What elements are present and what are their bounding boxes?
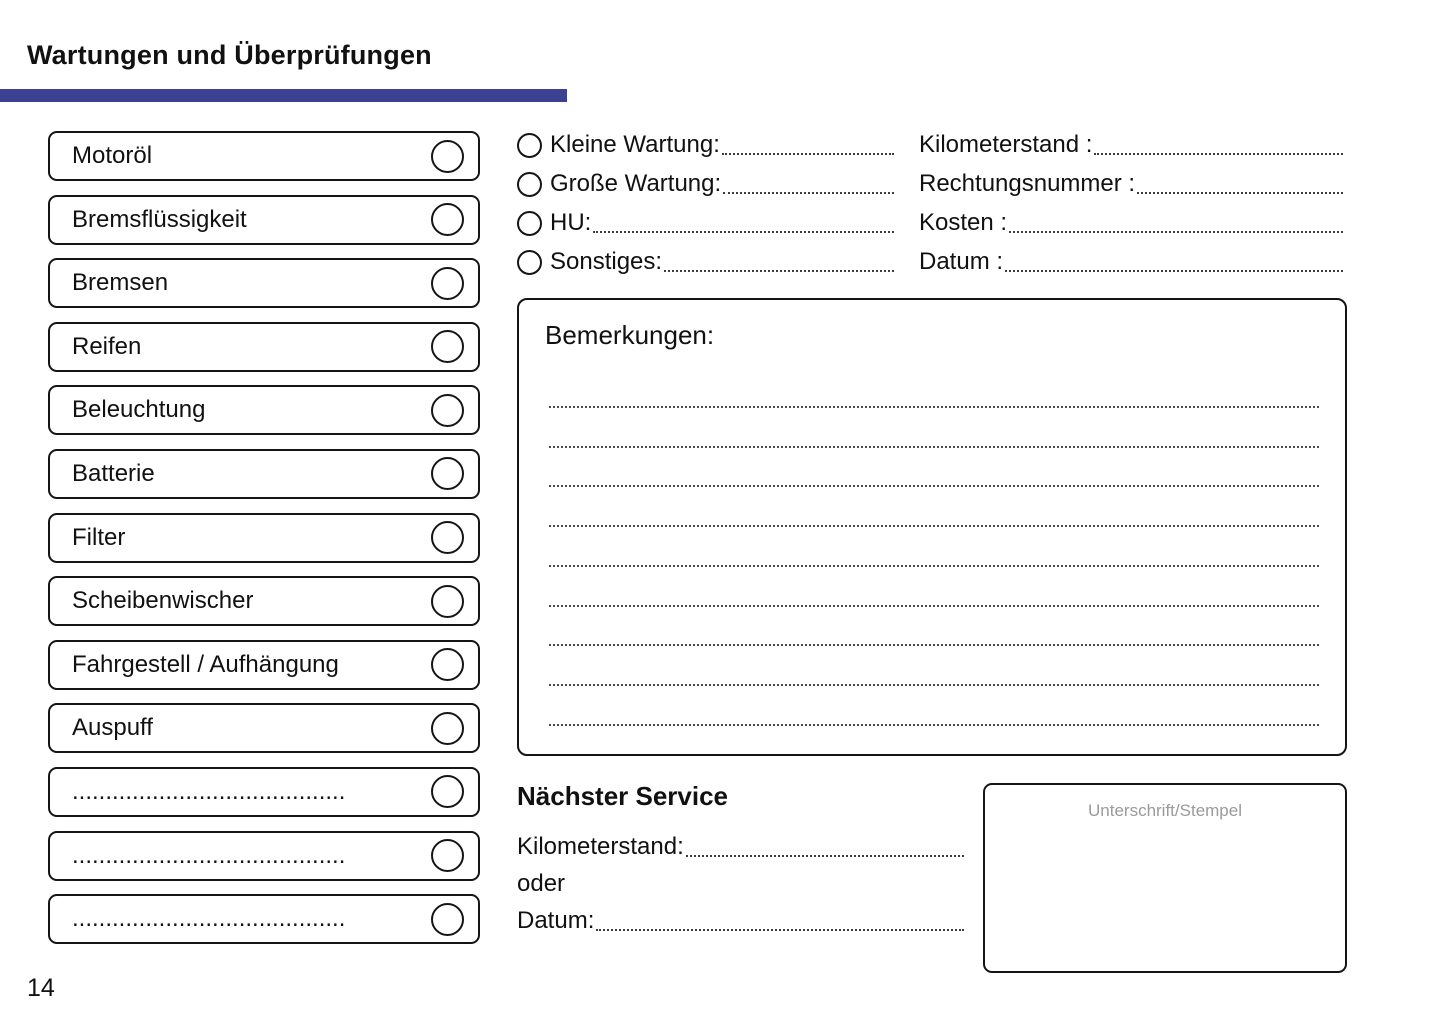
option-label: Kleine Wartung: xyxy=(550,131,720,158)
field-datum xyxy=(919,247,1343,277)
field-label: Rechtungsnummer : xyxy=(919,170,1136,197)
inspection-checklist xyxy=(48,131,480,944)
checklist-row-reifen xyxy=(48,322,480,372)
checklist-row-blank-1 xyxy=(48,767,480,817)
checklist-item-label: Motoröl xyxy=(72,142,153,169)
next-service-datum xyxy=(517,906,964,936)
field-kilometerstand xyxy=(919,130,1343,160)
fill-in-line[interactable] xyxy=(664,270,894,272)
checklist-row-scheibenwischer xyxy=(48,576,480,626)
checklist-item-label: Reifen xyxy=(72,332,142,360)
next-service-or-label: oder xyxy=(517,870,566,897)
fill-in-line[interactable] xyxy=(686,855,964,857)
fill-in-line[interactable] xyxy=(593,231,894,233)
checkbox-circle[interactable] xyxy=(431,140,464,173)
remarks-writing-line[interactable] xyxy=(549,686,1319,726)
remarks-writing-line[interactable] xyxy=(549,487,1319,527)
checklist-row-beleuchtung xyxy=(48,385,480,435)
checkbox-circle[interactable] xyxy=(431,521,464,554)
field-label: Datum : xyxy=(919,248,1004,275)
checklist-row-filter xyxy=(48,513,480,563)
field-label: Datum: xyxy=(517,907,595,934)
checkbox-circle[interactable] xyxy=(431,585,464,618)
checklist-item-label[interactable]: ......................................... xyxy=(72,905,346,933)
checklist-row-bremsen xyxy=(48,258,480,308)
checklist-item-label: Beleuchtung xyxy=(72,396,206,424)
checklist-item-label: Auspuff xyxy=(72,714,153,742)
checkbox-circle[interactable] xyxy=(431,394,464,427)
checkbox-circle[interactable] xyxy=(431,267,464,300)
next-service-title: Nächster Service xyxy=(517,781,729,811)
remarks-title: Bemerkungen: xyxy=(545,320,715,350)
service-type-options xyxy=(517,130,894,286)
option-sonstiges xyxy=(517,247,894,277)
checklist-row-blank-3 xyxy=(48,894,480,944)
remarks-box xyxy=(517,298,1347,756)
next-service-kilometerstand xyxy=(517,832,964,862)
fill-in-line[interactable] xyxy=(596,929,964,931)
fill-in-line[interactable] xyxy=(722,153,894,155)
option-label: HU: xyxy=(550,209,592,236)
remarks-writing-line[interactable] xyxy=(549,527,1319,567)
field-label: Kilometerstand: xyxy=(517,833,684,860)
checklist-row-fahrgestell-aufhaengung xyxy=(48,640,480,690)
field-label: Kosten : xyxy=(919,209,1008,236)
title-underline-bar xyxy=(0,89,567,102)
field-kosten xyxy=(919,208,1343,238)
checkbox-circle[interactable] xyxy=(431,330,464,363)
checkbox-circle[interactable] xyxy=(431,648,464,681)
checkbox-circle[interactable] xyxy=(431,839,464,872)
radio-circle[interactable] xyxy=(517,250,542,275)
checkbox-circle[interactable] xyxy=(431,903,464,936)
remarks-writing-line[interactable] xyxy=(549,646,1319,686)
service-details xyxy=(919,130,1343,286)
checklist-item-label: Scheibenwischer xyxy=(72,587,254,615)
option-hu xyxy=(517,208,894,238)
checklist-row-auspuff xyxy=(48,703,480,753)
checklist-row-motoroel xyxy=(48,131,480,181)
fill-in-line[interactable] xyxy=(1137,192,1343,194)
checklist-item-label: Bremsflüssigkeit xyxy=(72,205,247,233)
fill-in-line[interactable] xyxy=(723,192,894,194)
checkbox-circle[interactable] xyxy=(431,203,464,236)
checklist-item-label: Filter xyxy=(72,523,126,551)
remarks-lines xyxy=(549,368,1319,726)
remarks-writing-line[interactable] xyxy=(549,368,1319,408)
checklist-row-batterie xyxy=(48,449,480,499)
remarks-writing-line[interactable] xyxy=(549,567,1319,607)
remarks-writing-line[interactable] xyxy=(549,408,1319,448)
checklist-item-label[interactable]: ......................................... xyxy=(72,841,346,869)
checkbox-circle[interactable] xyxy=(431,457,464,490)
page-title: Wartungen und Überprüfungen xyxy=(27,40,432,70)
checklist-item-label: Batterie xyxy=(72,459,155,487)
radio-circle[interactable] xyxy=(517,133,542,158)
checklist-item-label: Bremsen xyxy=(72,269,169,297)
fill-in-line[interactable] xyxy=(1094,153,1343,155)
checklist-item-label: Fahrgestell / Aufhängung xyxy=(72,650,339,678)
signature-label: Unterschrift/Stempel xyxy=(1088,801,1242,820)
radio-circle[interactable] xyxy=(517,211,542,236)
checklist-row-bremsfluessigkeit xyxy=(48,195,480,245)
signature-box[interactable] xyxy=(983,783,1347,973)
next-service-section xyxy=(517,781,964,944)
option-kleine-wartung xyxy=(517,130,894,160)
option-label: Große Wartung: xyxy=(550,170,722,197)
remarks-writing-line[interactable] xyxy=(549,607,1319,647)
fill-in-line[interactable] xyxy=(1009,231,1343,233)
checkbox-circle[interactable] xyxy=(431,775,464,808)
option-grosse-wartung xyxy=(517,169,894,199)
remarks-writing-line[interactable] xyxy=(549,448,1319,488)
field-label: Kilometerstand : xyxy=(919,131,1093,158)
checklist-item-label[interactable]: ......................................... xyxy=(72,777,346,805)
page-number: 14 xyxy=(27,974,55,1002)
checklist-row-blank-2 xyxy=(48,831,480,881)
radio-circle[interactable] xyxy=(517,172,542,197)
checkbox-circle[interactable] xyxy=(431,712,464,745)
fill-in-line[interactable] xyxy=(1005,270,1343,272)
field-rechnungsnummer xyxy=(919,169,1343,199)
option-label: Sonstiges: xyxy=(550,248,663,275)
